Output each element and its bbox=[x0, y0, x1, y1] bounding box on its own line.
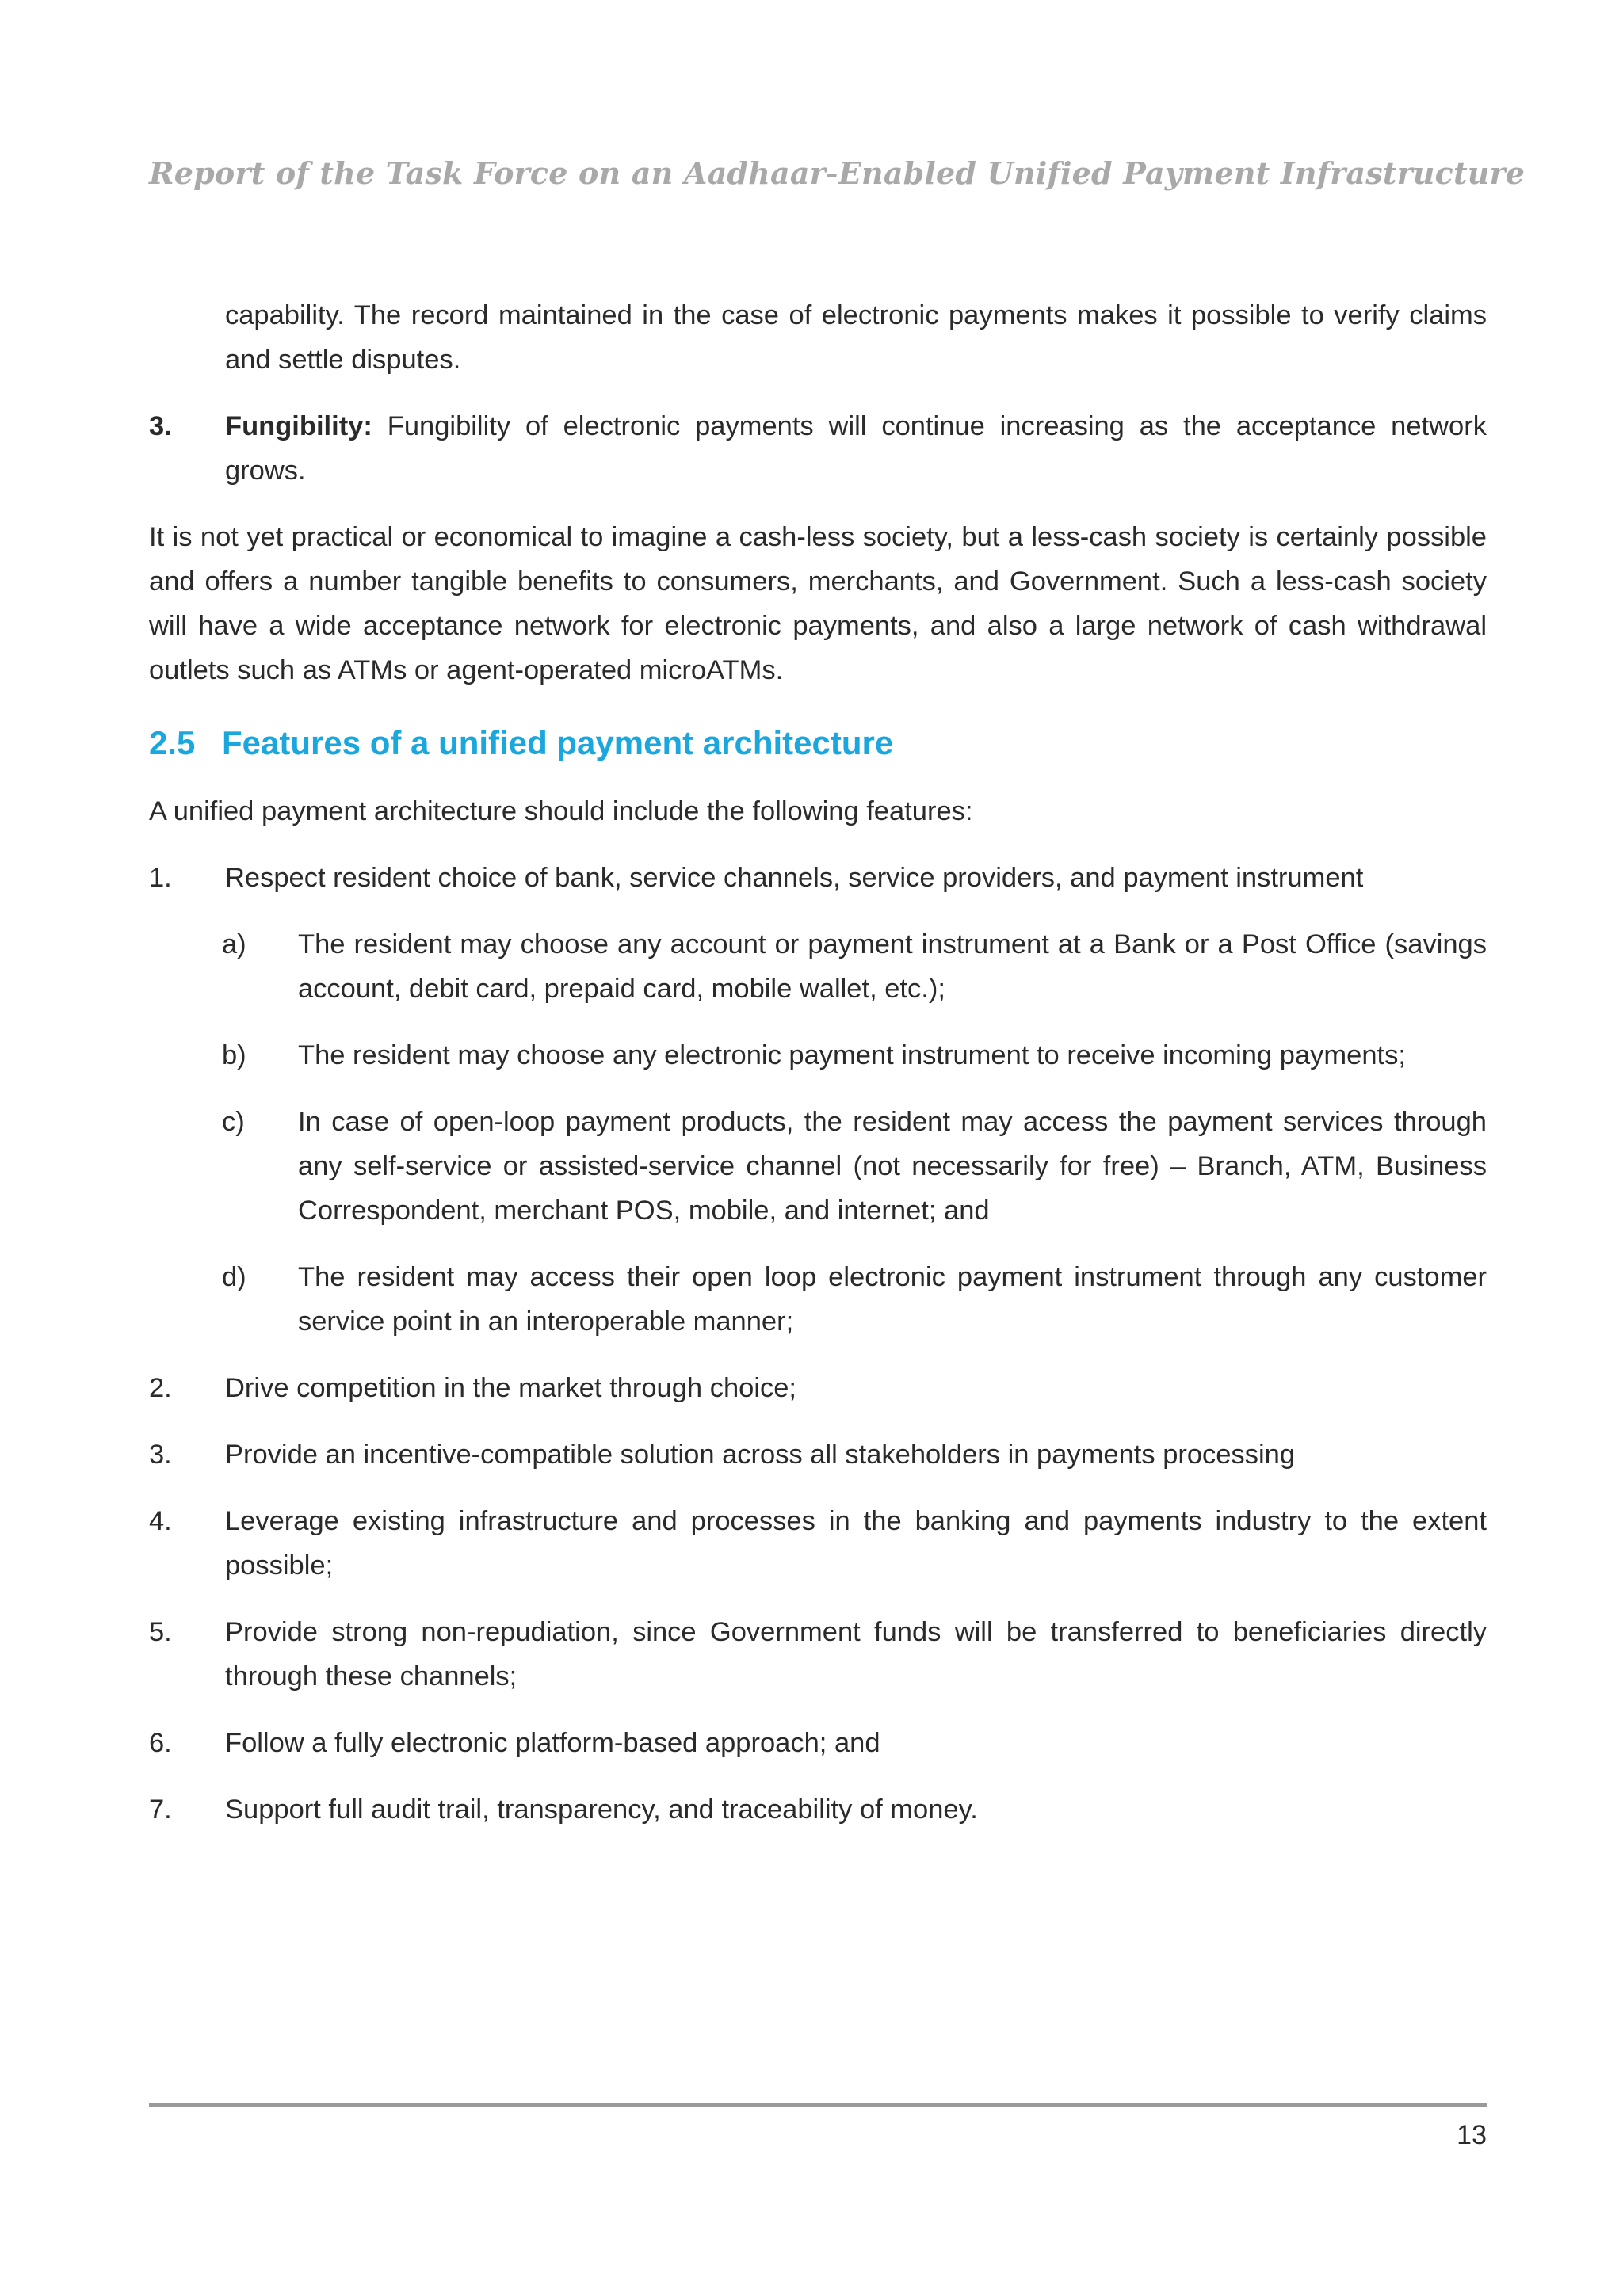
sub-list-item bbox=[149, 1255, 1487, 1344]
sub-list-item-letter: a) bbox=[222, 929, 246, 959]
sub-list-item-letter: d) bbox=[222, 1262, 246, 1292]
continuation-paragraph bbox=[149, 293, 1487, 382]
list-item-text: Leverage existing infrastructure and processes in the banking and payments industry to the extent possible; bbox=[225, 1506, 1487, 1581]
list-item-fungibility bbox=[149, 404, 1487, 493]
sub-list-item-text: The resident may choose any electronic payment instrument to receive incoming payments; bbox=[298, 1040, 1406, 1070]
list-item-number: 4. bbox=[149, 1506, 172, 1536]
sub-list-item-text: In case of open-loop payment products, the resident may access the payment services through any self-service or assisted-service channel (not necessarily for free) – Branch, ATM, Business Correspondent, merchant POS, mobile, and internet; and bbox=[298, 1107, 1487, 1226]
running-header: Report of the Task Force on an Aadhaar-Enabled Unified Payment Infrastructure bbox=[149, 155, 1526, 191]
list-item-text: Follow a fully electronic platform-based approach; and bbox=[225, 1728, 880, 1758]
list-item bbox=[149, 1610, 1487, 1699]
list-item-text: Respect resident choice of bank, service channels, service providers, and payment instrument bbox=[225, 863, 1364, 893]
list-item-number: 3. bbox=[149, 1440, 172, 1470]
list-item bbox=[149, 1366, 1487, 1410]
list-item bbox=[149, 856, 1487, 900]
list-item bbox=[149, 1787, 1487, 1832]
list-item-text: Drive competition in the market through choice; bbox=[225, 1373, 797, 1403]
section-title: Features of a unified payment architecture bbox=[222, 724, 894, 761]
list-item bbox=[149, 1432, 1487, 1477]
sub-list-item bbox=[149, 1033, 1487, 1077]
sub-list-item-text: The resident may access their open loop electronic payment instrument through any customer service point in an interoperable manner; bbox=[298, 1262, 1487, 1337]
sub-list-item-letter: c) bbox=[222, 1107, 245, 1137]
list-item-number: 7. bbox=[149, 1794, 172, 1825]
list-item-text: Fungibility of electronic payments will continue increasing as the acceptance network grows. bbox=[225, 411, 1487, 486]
section-number: 2.5 bbox=[149, 724, 196, 761]
body-paragraph: It is not yet practical or economical to imagine a cash-less society, but a less-cash society is certainly possible and offers a number tangible benefits to consumers, merchants, and Government. Such a less-cash society will have a wide acceptance network for electronic payments, and also a large network of cash withdrawal outlets such as ATMs or agent-operated microATMs. bbox=[149, 522, 1487, 685]
continuation-text: capability. The record maintained in the case of electronic payments makes it possible to verify claims and settle disputes. bbox=[225, 300, 1487, 375]
list-item-text: Provide strong non-repudiation, since Government funds will be transferred to beneficiaries directly through these channels; bbox=[225, 1617, 1487, 1691]
list-item-label: Fungibility: bbox=[225, 411, 372, 441]
sub-list-item-text: The resident may choose any account or payment instrument at a Bank or a Post Office (savings account, debit card, prepaid card, mobile wallet, etc.); bbox=[298, 929, 1487, 1004]
section-lead: A unified payment architecture should include the following features: bbox=[149, 796, 973, 826]
list-item-number: 6. bbox=[149, 1728, 172, 1758]
sub-list-item bbox=[149, 1100, 1487, 1233]
list-item bbox=[149, 1721, 1487, 1765]
list-item-number: 5. bbox=[149, 1617, 172, 1647]
footer-divider bbox=[149, 2103, 1487, 2107]
list-item-number: 3. bbox=[149, 411, 172, 441]
page-number: 13 bbox=[1457, 2120, 1487, 2150]
list-item bbox=[149, 1499, 1487, 1588]
sub-list-item-letter: b) bbox=[222, 1040, 246, 1070]
sub-list-item bbox=[149, 922, 1487, 1011]
list-item-text: Provide an incentive-compatible solution across all stakeholders in payments processing bbox=[225, 1440, 1296, 1470]
list-item-text: Support full audit trail, transparency, and traceability of money. bbox=[225, 1794, 978, 1825]
list-item-number: 2. bbox=[149, 1373, 172, 1403]
list-item-number: 1. bbox=[149, 863, 172, 893]
section-heading bbox=[149, 719, 1487, 767]
page-content bbox=[149, 293, 1487, 1832]
